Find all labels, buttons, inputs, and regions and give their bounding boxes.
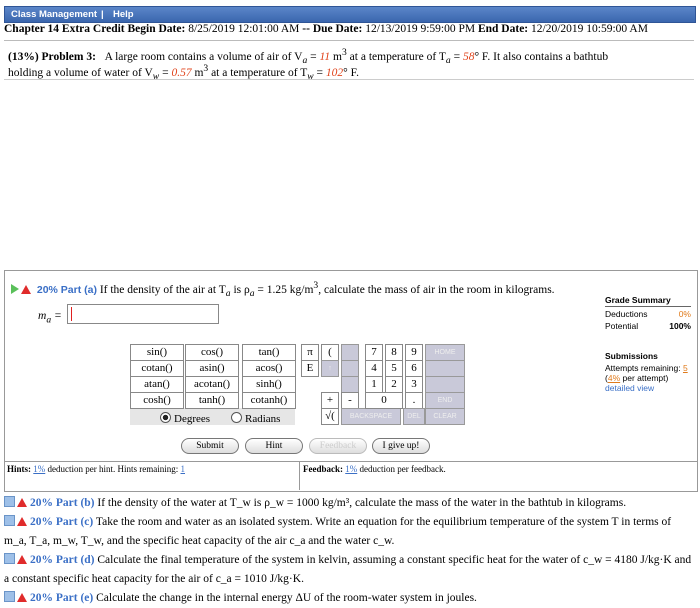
part-text: Calculate the change in the internal energy ΔU of the room-water system in joules.: [96, 592, 477, 604]
hints-label: Hints:: [7, 464, 32, 474]
hints-text: deduction per hint. Hints remaining:: [45, 464, 179, 474]
radio-dot[interactable]: [231, 412, 242, 423]
backspace-key[interactable]: BACKSPACE: [341, 408, 401, 425]
cube-sup: 3: [342, 47, 347, 58]
end-key[interactable]: END: [425, 392, 465, 409]
expand-icon[interactable]: [4, 591, 15, 602]
part-d-row[interactable]: [4, 551, 694, 589]
e-key[interactable]: E: [301, 360, 319, 377]
menu-help[interactable]: Help: [113, 9, 134, 20]
part-pct: 20%: [30, 592, 53, 604]
home-key[interactable]: HOME: [425, 344, 465, 361]
part-a-sup: 3: [313, 280, 319, 291]
digit-key[interactable]: 5: [385, 360, 403, 377]
gray-key[interactable]: [425, 360, 465, 377]
warning-icon: [21, 285, 31, 294]
expand-icon[interactable]: [4, 553, 15, 564]
function-key[interactable]: tanh(): [185, 392, 239, 409]
expand-icon[interactable]: [4, 496, 15, 507]
tw-value: 102: [325, 66, 344, 79]
feedback-info: [303, 464, 446, 474]
hint-button[interactable]: Hint: [245, 438, 303, 454]
part-a-label: Part (a): [60, 283, 97, 296]
minus-key[interactable]: -: [341, 392, 359, 409]
grade-summary-title: Grade Summary: [605, 295, 691, 307]
problem-line2a: holding a volume of water of V: [8, 66, 153, 79]
feedback-pct: 1%: [345, 464, 358, 474]
radians-option[interactable]: [231, 412, 280, 425]
menu-separator: |: [101, 9, 104, 20]
part-label: Part (b): [55, 497, 95, 509]
title-separator: --: [302, 23, 310, 35]
function-key[interactable]: sin(): [130, 344, 184, 361]
submissions-title: Submissions: [605, 351, 658, 361]
play-icon[interactable]: [11, 284, 19, 294]
function-key[interactable]: acotan(): [185, 376, 239, 393]
attempts-value: 5: [682, 363, 688, 373]
hints-remaining: 1: [180, 464, 185, 474]
sub-w2: w: [307, 71, 314, 83]
answer-input[interactable]: [67, 304, 219, 324]
answer-label-m: m: [38, 310, 47, 322]
part-pct: 20%: [30, 554, 53, 566]
part-a-header: [11, 280, 555, 299]
potential-label: Potential: [605, 321, 639, 331]
digit-key[interactable]: 6: [405, 360, 423, 377]
clear-key[interactable]: CLEAR: [425, 408, 465, 425]
hints-info: [7, 464, 185, 474]
function-key[interactable]: atan(): [130, 376, 184, 393]
due-date: 12/13/2019 9:59:00 PM: [365, 23, 476, 35]
del-key[interactable]: DEL: [403, 408, 425, 425]
warning-icon: [17, 555, 27, 564]
detailed-view-link[interactable]: detailed view: [605, 383, 655, 393]
give-up-button[interactable]: I give up!: [372, 438, 430, 454]
function-key[interactable]: sinh(): [242, 376, 296, 393]
eq3: =: [159, 66, 172, 79]
per-attempt-line: (4% per attempt): [605, 373, 669, 383]
problem-text3: ° F. It also contains a bathtub: [474, 50, 609, 63]
answer-label-sub: a: [46, 314, 52, 326]
part-a-text4: , calculate the mass of air in the room in kilograms.: [318, 283, 555, 296]
figure-area: [4, 79, 694, 269]
part-a-panel: [4, 270, 698, 492]
digit-key[interactable]: 8: [385, 344, 403, 361]
function-key[interactable]: acos(): [242, 360, 296, 377]
radians-label: Radians: [245, 413, 281, 425]
part-pct: 20%: [30, 516, 53, 528]
per-attempt-pct: 4%: [607, 373, 621, 383]
problem-line2b: at a temperature of T: [208, 66, 308, 79]
submit-button[interactable]: Submit: [181, 438, 239, 454]
end-label: End Date:: [477, 23, 529, 35]
per-attempt-text: per attempt): [620, 373, 669, 383]
part-a-text2: is ρ: [230, 283, 250, 296]
part-a-pct: 20%: [36, 283, 58, 296]
other-parts-list: [4, 494, 694, 608]
gray-key[interactable]: [341, 376, 359, 393]
grade-summary: [605, 295, 691, 393]
radio-dot[interactable]: [160, 412, 171, 423]
eq2: =: [450, 50, 463, 63]
part-a-text: If the density of the air at T: [99, 283, 226, 296]
degrees-label: Degrees: [174, 413, 211, 425]
degrees-option[interactable]: [160, 412, 210, 425]
vw-value: 0.57: [171, 66, 192, 79]
sub-a: a: [302, 55, 308, 67]
feedback-text: deduction per feedback.: [357, 464, 446, 474]
part-label: Part (c): [55, 516, 94, 528]
digit-key[interactable]: 7: [365, 344, 383, 361]
problem-header: (13%) Problem 3:: [8, 50, 96, 63]
answer-label-eq: =: [51, 310, 62, 322]
gray-key[interactable]: [341, 360, 359, 377]
dot-key[interactable]: .: [405, 392, 423, 409]
menu-class-management[interactable]: Class Management: [11, 9, 98, 20]
part-text: Take the room and water as an isolated system. Write an equation for the equilibrium temperature of the system T in terms of m_a, T_a, m_w, T_w, and the specific heat capacity of the air c_a and the water c_w.: [4, 516, 672, 547]
warning-icon: [17, 593, 27, 602]
digit-key[interactable]: 2: [385, 376, 403, 393]
feedback-button[interactable]: Feedback: [309, 438, 367, 454]
problem-text: A large room contains a volume of air of V: [104, 50, 303, 63]
part-text: Calculate the final temperature of the system in kelvin, assuming a constant specific heat for the water of c_w = 4180 J/kg·K and a constant specific heat capacity for the air of c_a = 1010 J/kg·K.: [4, 554, 692, 585]
digit-key[interactable]: 9: [405, 344, 423, 361]
part-b-row[interactable]: [4, 494, 694, 513]
attempts-label: Attempts remaining:: [605, 363, 681, 373]
attempts-line: [605, 363, 691, 373]
begin-date: 8/25/2019 12:01:00 AM: [188, 23, 300, 35]
due-label: Due Date:: [312, 23, 363, 35]
text-caret: [71, 307, 72, 321]
va-value: 11: [319, 50, 331, 63]
function-key[interactable]: asin(): [185, 360, 239, 377]
problem-text2: at a temperature of T: [346, 50, 446, 63]
part-c-row[interactable]: [4, 513, 694, 551]
function-key[interactable]: cotanh(): [242, 392, 296, 409]
part-e-row[interactable]: [4, 589, 694, 608]
function-key[interactable]: cotan(): [130, 360, 184, 377]
part-label: Part (d): [55, 554, 95, 566]
expand-icon[interactable]: [4, 515, 15, 526]
deductions-label: Deductions: [605, 309, 648, 319]
potential-value: 100%: [669, 321, 691, 331]
digit-key[interactable]: 4: [365, 360, 383, 377]
part-label: Part (e): [55, 592, 94, 604]
function-key[interactable]: cos(): [185, 344, 239, 361]
sub-a2: a: [445, 55, 451, 67]
digit-key[interactable]: 1: [365, 376, 383, 393]
hints-feedback-bar: [5, 461, 697, 490]
unit-m3b: m: [191, 66, 204, 79]
part-pct: 20%: [30, 497, 53, 509]
divider: [299, 462, 300, 490]
problem-line2c: ° F.: [343, 66, 359, 79]
unit-m3: m: [330, 50, 342, 63]
deductions-value: 0%: [678, 309, 691, 319]
part-a-sub2: a: [249, 288, 255, 300]
function-key[interactable]: tan(): [242, 344, 296, 361]
plus-key[interactable]: +: [321, 392, 339, 409]
feedback-label: Feedback:: [303, 464, 343, 474]
digit-key[interactable]: 3: [405, 376, 423, 393]
top-menu-bar: [4, 6, 696, 23]
answer-label: [38, 310, 62, 325]
digit-key[interactable]: 0: [365, 392, 403, 409]
sqrt-key[interactable]: √(: [321, 408, 339, 425]
gray-key[interactable]: [341, 344, 359, 361]
hints-pct: 1%: [33, 464, 46, 474]
part-a-text3: = 1.25 kg/m: [254, 283, 314, 296]
warning-icon: [17, 498, 27, 507]
assignment-title-line: [4, 23, 694, 35]
function-key[interactable]: cosh(): [130, 392, 184, 409]
eq4: =: [313, 66, 326, 79]
part-text: If the density of the water at T_w is ρ_w = 1000 kg/m³, calculate the mass of the water in the bathtub in kilograms.: [97, 497, 627, 509]
gray-key[interactable]: [425, 376, 465, 393]
up-arrow-key[interactable]: ↑: [321, 360, 339, 377]
begin-label: Begin Date:: [127, 23, 186, 35]
pi-key[interactable]: π: [301, 344, 319, 361]
part-a-sub1: a: [225, 288, 231, 300]
warning-icon: [17, 517, 27, 526]
cube-sup2: 3: [203, 63, 209, 74]
end-date: 12/20/2019 10:59:00 AM: [531, 23, 648, 35]
ta-value: 58: [462, 50, 475, 63]
assignment-title: Chapter 14 Extra Credit: [4, 23, 125, 35]
open-paren-key[interactable]: (: [321, 344, 339, 361]
sub-w: w: [152, 71, 160, 83]
problem-statement: [4, 40, 694, 83]
eq: =: [307, 50, 320, 63]
